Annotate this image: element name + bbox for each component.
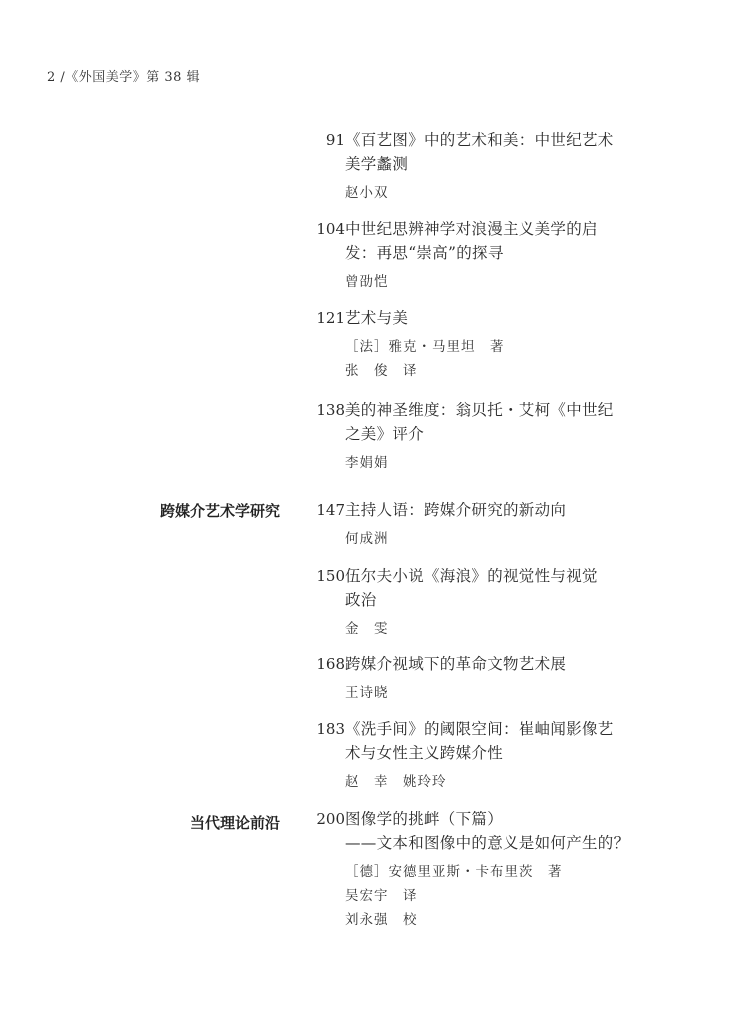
section-title-intermedia: 跨媒介艺术学研究 — [159, 502, 280, 520]
toc-entry[interactable] — [300, 306, 640, 382]
entry-title-line: 之美》评介 — [345, 425, 425, 443]
entry-title-line: 政治 — [345, 591, 377, 609]
entry-translator: 张 俊 译 — [345, 363, 418, 379]
toc-entry[interactable] — [300, 498, 640, 550]
toc-entry[interactable] — [300, 807, 640, 931]
page-number: 138 — [316, 401, 345, 419]
entry-title-line: 跨媒介视域下的革命文物艺术展 — [345, 655, 567, 673]
entry-title-line: 伍尔夫小说《海浪》的视觉性与视觉 — [345, 567, 598, 585]
entry-title — [345, 498, 635, 522]
entry-title-line: 美学蠡测 — [345, 155, 409, 173]
page-number: 150 — [316, 567, 345, 585]
entry-author: 赵 幸 姚玲玲 — [345, 774, 447, 790]
toc-entry[interactable] — [300, 217, 640, 293]
entry-title-line: 中世纪思辨神学对浪漫主义美学的启 — [345, 220, 598, 238]
entry-title — [345, 652, 635, 676]
entry-title — [345, 807, 635, 855]
page-number: 91 — [325, 131, 345, 149]
toc-entry[interactable] — [300, 398, 640, 474]
entry-subtitle-line: ——文本和图像中的意义是如何产生的？ — [345, 834, 630, 852]
entry-title — [345, 128, 635, 176]
entry-title — [345, 217, 635, 265]
entry-proofreader: 刘永强 校 — [345, 912, 418, 928]
entry-title-line: 美的神圣维度：翁贝托・艾柯《中世纪 — [345, 401, 614, 419]
entry-author: 王诗晓 — [345, 685, 389, 701]
entry-author: 曾劭恺 — [345, 274, 389, 290]
toc-entry[interactable] — [300, 652, 640, 704]
entry-author: 赵小双 — [345, 185, 389, 201]
entry-author: ［德］安德里亚斯・卡布里茨 著 — [345, 864, 563, 880]
page-number: 183 — [316, 720, 345, 738]
entry-author: 金 雯 — [345, 621, 389, 637]
page-number: 200 — [316, 810, 345, 828]
entry-author: 李娟娟 — [345, 455, 389, 471]
page-number: 147 — [316, 501, 345, 519]
toc-entry[interactable] — [300, 564, 640, 640]
page-number: 121 — [316, 309, 345, 327]
entry-author: 何成洲 — [345, 531, 389, 547]
entry-title — [345, 398, 635, 446]
entry-title-line: 图像学的挑衅（下篇） — [345, 810, 504, 828]
entry-title-line: 《百艺图》中的艺术和美：中世纪艺术 — [345, 131, 614, 149]
page-number: 168 — [316, 655, 345, 673]
toc-entry[interactable] — [300, 128, 640, 204]
entry-title — [345, 306, 635, 330]
entry-title-line: 艺术与美 — [345, 309, 409, 327]
entry-title — [345, 717, 635, 765]
entry-title-line: 《洗手间》的阈限空间：崔岫闻影像艺 — [345, 720, 614, 738]
page-number: 104 — [316, 220, 345, 238]
entry-translator: 吴宏宇 译 — [345, 888, 418, 904]
section-title-contemporary-theory: 当代理论前沿 — [189, 814, 280, 832]
entry-title-line: 术与女性主义跨媒介性 — [345, 744, 504, 762]
entry-title-line: 主持人语：跨媒介研究的新动向 — [345, 501, 567, 519]
running-head: 2 /《外国美学》第 38 辑 — [47, 70, 201, 85]
entry-title-line: 发：再思“崇高”的探寻 — [345, 244, 504, 262]
toc-entry[interactable] — [300, 717, 640, 793]
entry-title — [345, 564, 635, 612]
entry-author: ［法］雅克・马里坦 著 — [345, 339, 505, 355]
